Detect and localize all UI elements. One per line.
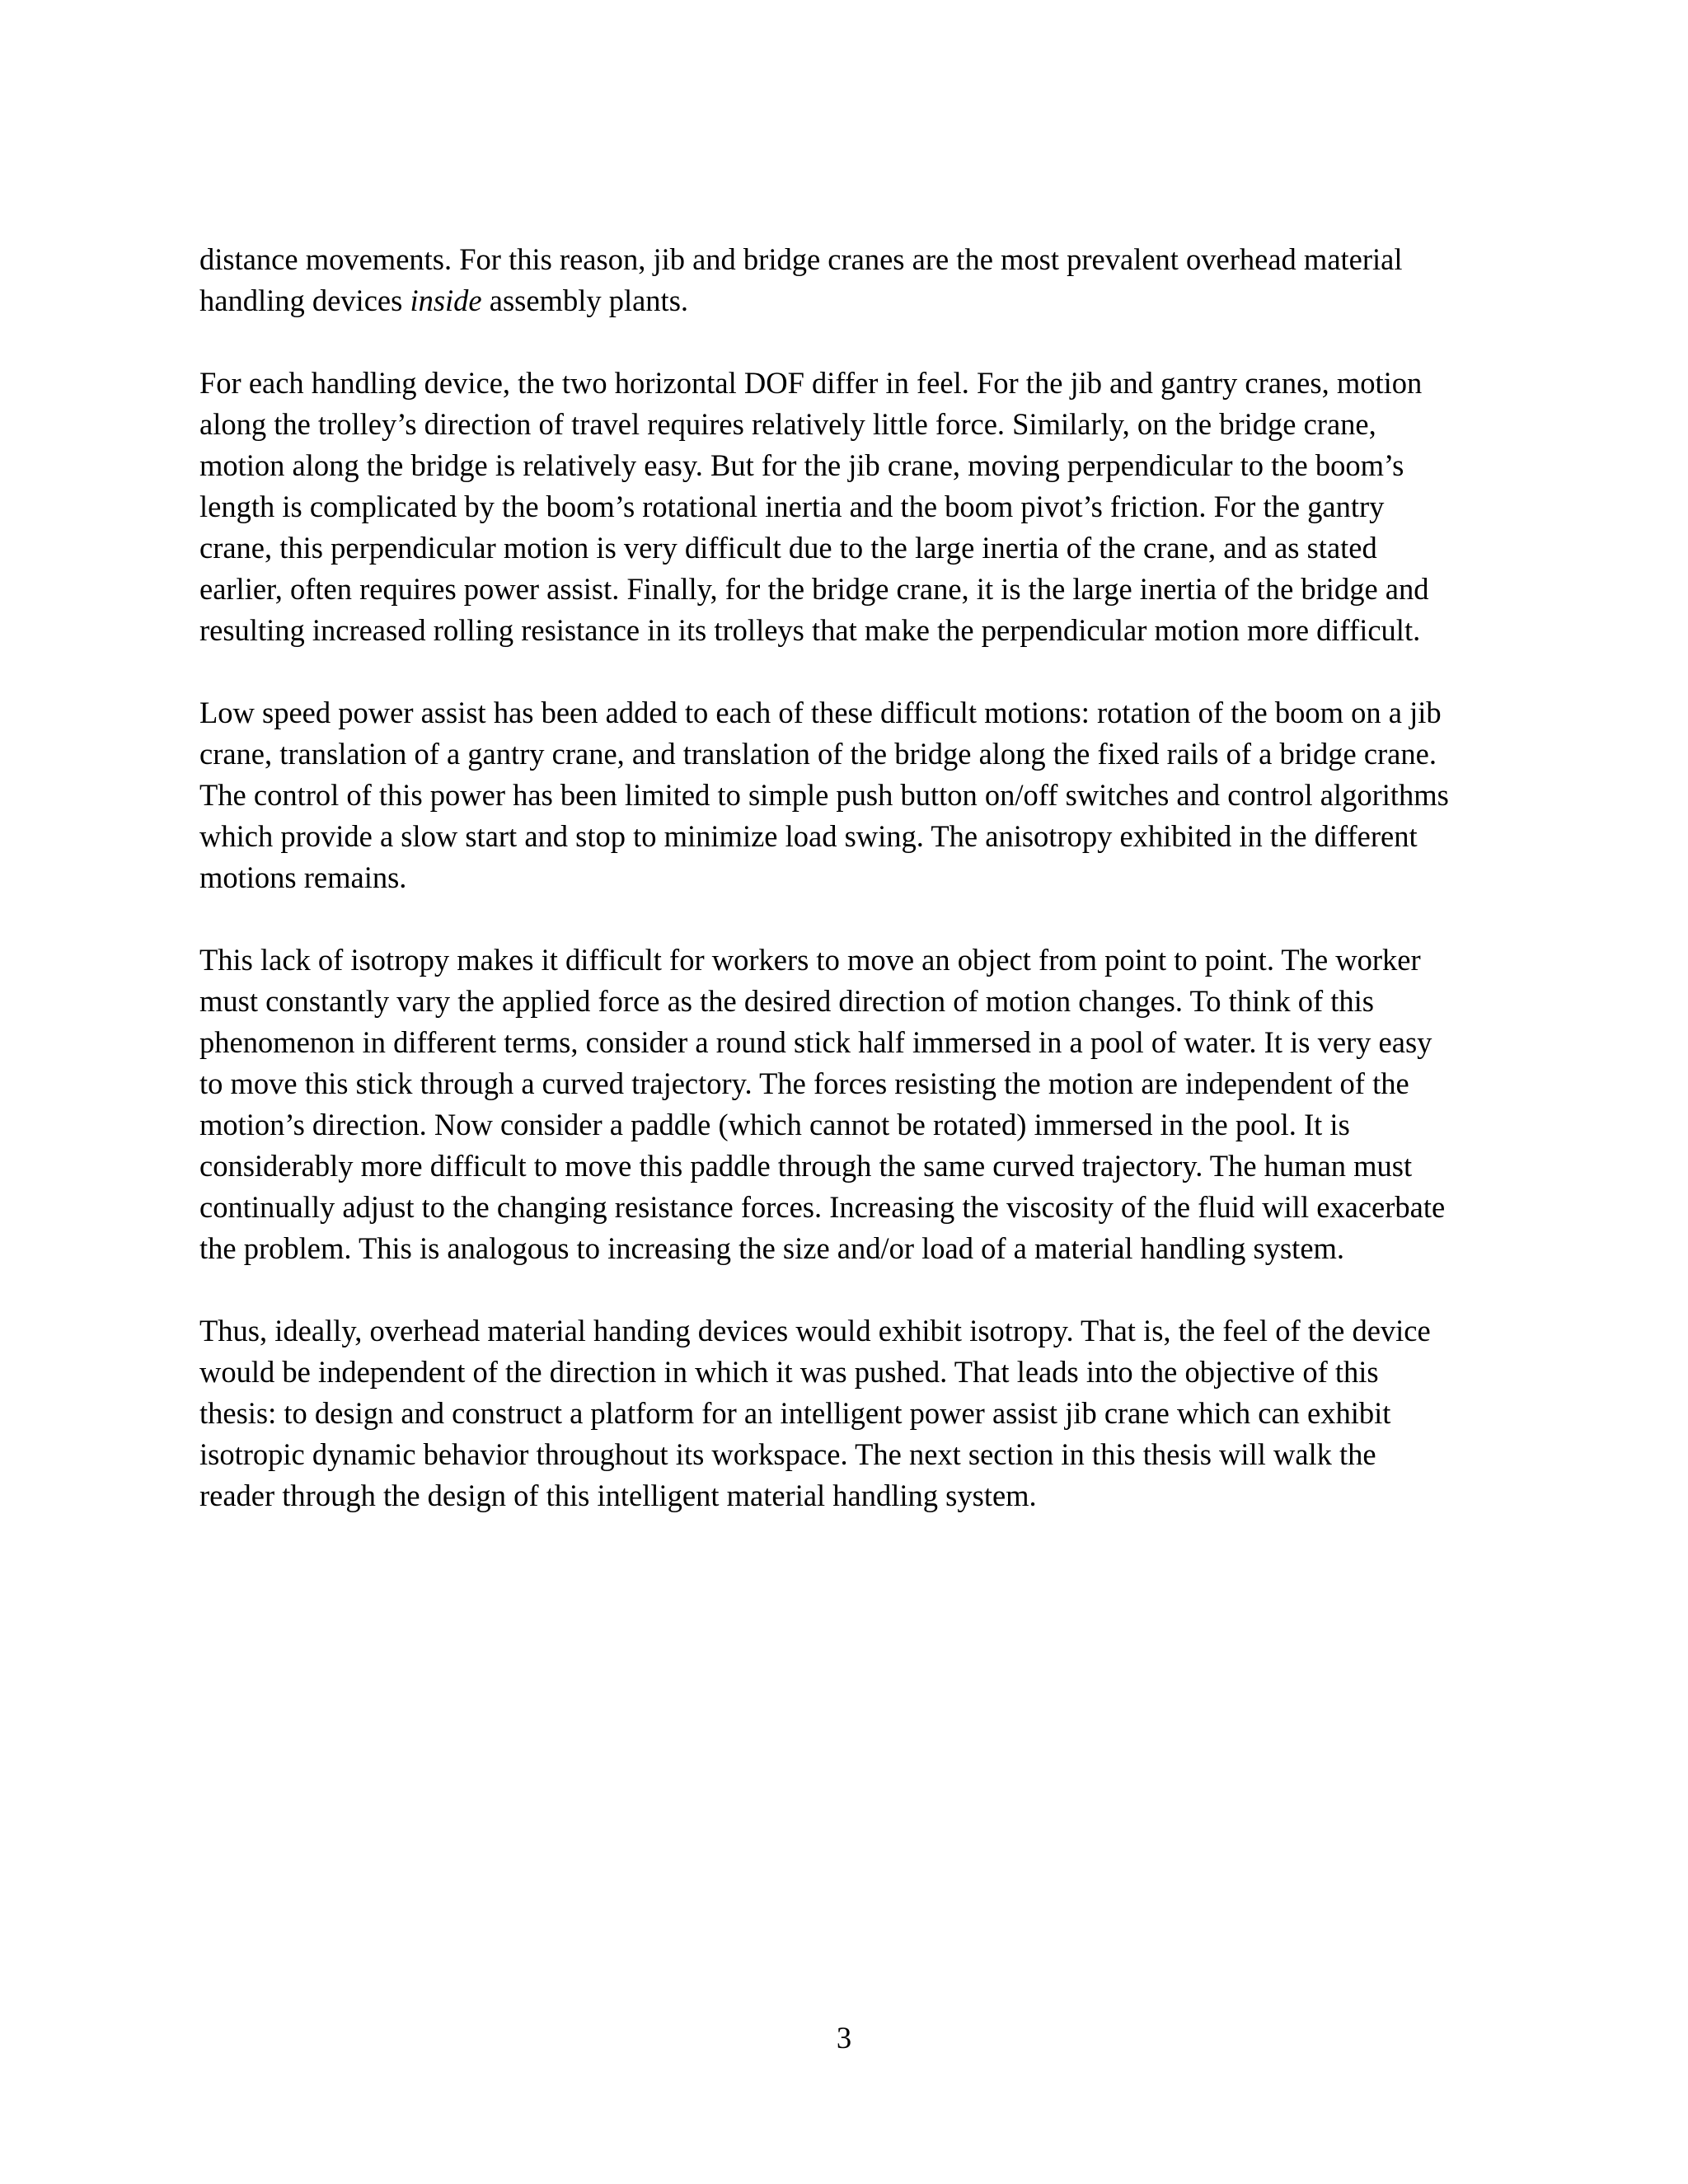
emphasized-word: inside [410,284,482,317]
text-line: crane, translation of a gantry crane, and translation of the bridge along the fixed rails of a bridge crane. [199,737,1437,771]
text-line: earlier, often requires power assist. Finally, for the bridge crane, it is the large inertia of the bridge and [199,572,1429,606]
text-line: phenomenon in different terms, consider a round stick half immersed in a pool of water. It is very easy [199,1025,1432,1059]
text-line: Low speed power assist has been added to each of these difficult motions: rotation of the boom on a jib [199,696,1442,729]
paragraph [199,692,1502,898]
text-line: must constantly vary the applied force as the desired direction of motion changes. To think of this [199,984,1374,1018]
paragraph [199,239,1502,321]
text-line: continually adjust to the changing resistance forces. Increasing the viscosity of the fluid will exacerbate [199,1190,1446,1224]
text-line: which provide a slow start and stop to minimize load swing. The anisotropy exhibited in the different [199,819,1418,853]
paragraph [199,363,1502,651]
text-line: distance movements. For this reason, jib and bridge cranes are the most prevalent overhead material [199,242,1403,276]
text-line: motion along the bridge is relatively easy. But for the jib crane, moving perpendicular to the boom’s [199,448,1404,482]
text-line: length is complicated by the boom’s rotational inertia and the boom pivot’s friction. For the gantry [199,490,1385,523]
text-line: For each handling device, the two horizontal DOF differ in feel. For the jib and gantry cranes, motion [199,366,1423,400]
text-line: Thus, ideally, overhead material handing devices would exhibit isotropy. That is, the feel of the device [199,1314,1431,1347]
text-line: crane, this perpendicular motion is very difficult due to the large inertia of the crane, and as stated [199,531,1377,565]
text-line: This lack of isotropy makes it difficult for workers to move an object from point to point. The worker [199,943,1421,977]
text-line: motion’s direction. Now consider a paddle (which cannot be rotated) immersed in the pool. It is [199,1108,1350,1141]
text-line: The control of this power has been limited to simple push button on/off switches and control algorithms [199,778,1449,812]
text-line: the problem. This is analogous to increasing the size and/or load of a material handling system. [199,1231,1345,1265]
text-line: thesis: to design and construct a platform for an intelligent power assist jib crane which can exhibit [199,1396,1391,1430]
paragraph [199,1310,1502,1516]
text-line: reader through the design of this intelligent material handling system. [199,1479,1037,1512]
page-number: 3 [836,2021,852,2055]
paragraph [199,940,1502,1269]
text-line: resulting increased rolling resistance in its trolleys that make the perpendicular motion more difficult. [199,613,1421,647]
text-line: isotropic dynamic behavior throughout its workspace. The next section in this thesis will walk the [199,1437,1376,1471]
text-line: to move this stick through a curved trajectory. The forces resisting the motion are independent of the [199,1066,1409,1100]
text-line [199,280,1502,321]
text-run: handling devices [199,284,410,317]
text-line: motions remains. [199,860,407,894]
body-text [199,239,1502,1558]
text-line: considerably more difficult to move this paddle through the same curved trajectory. The human must [199,1149,1413,1183]
text-line: would be independent of the direction in which it was pushed. That leads into the objective of this [199,1355,1379,1389]
text-run: assembly plants. [481,284,689,317]
text-line: along the trolley’s direction of travel requires relatively little force. Similarly, on the bridge crane, [199,407,1376,441]
